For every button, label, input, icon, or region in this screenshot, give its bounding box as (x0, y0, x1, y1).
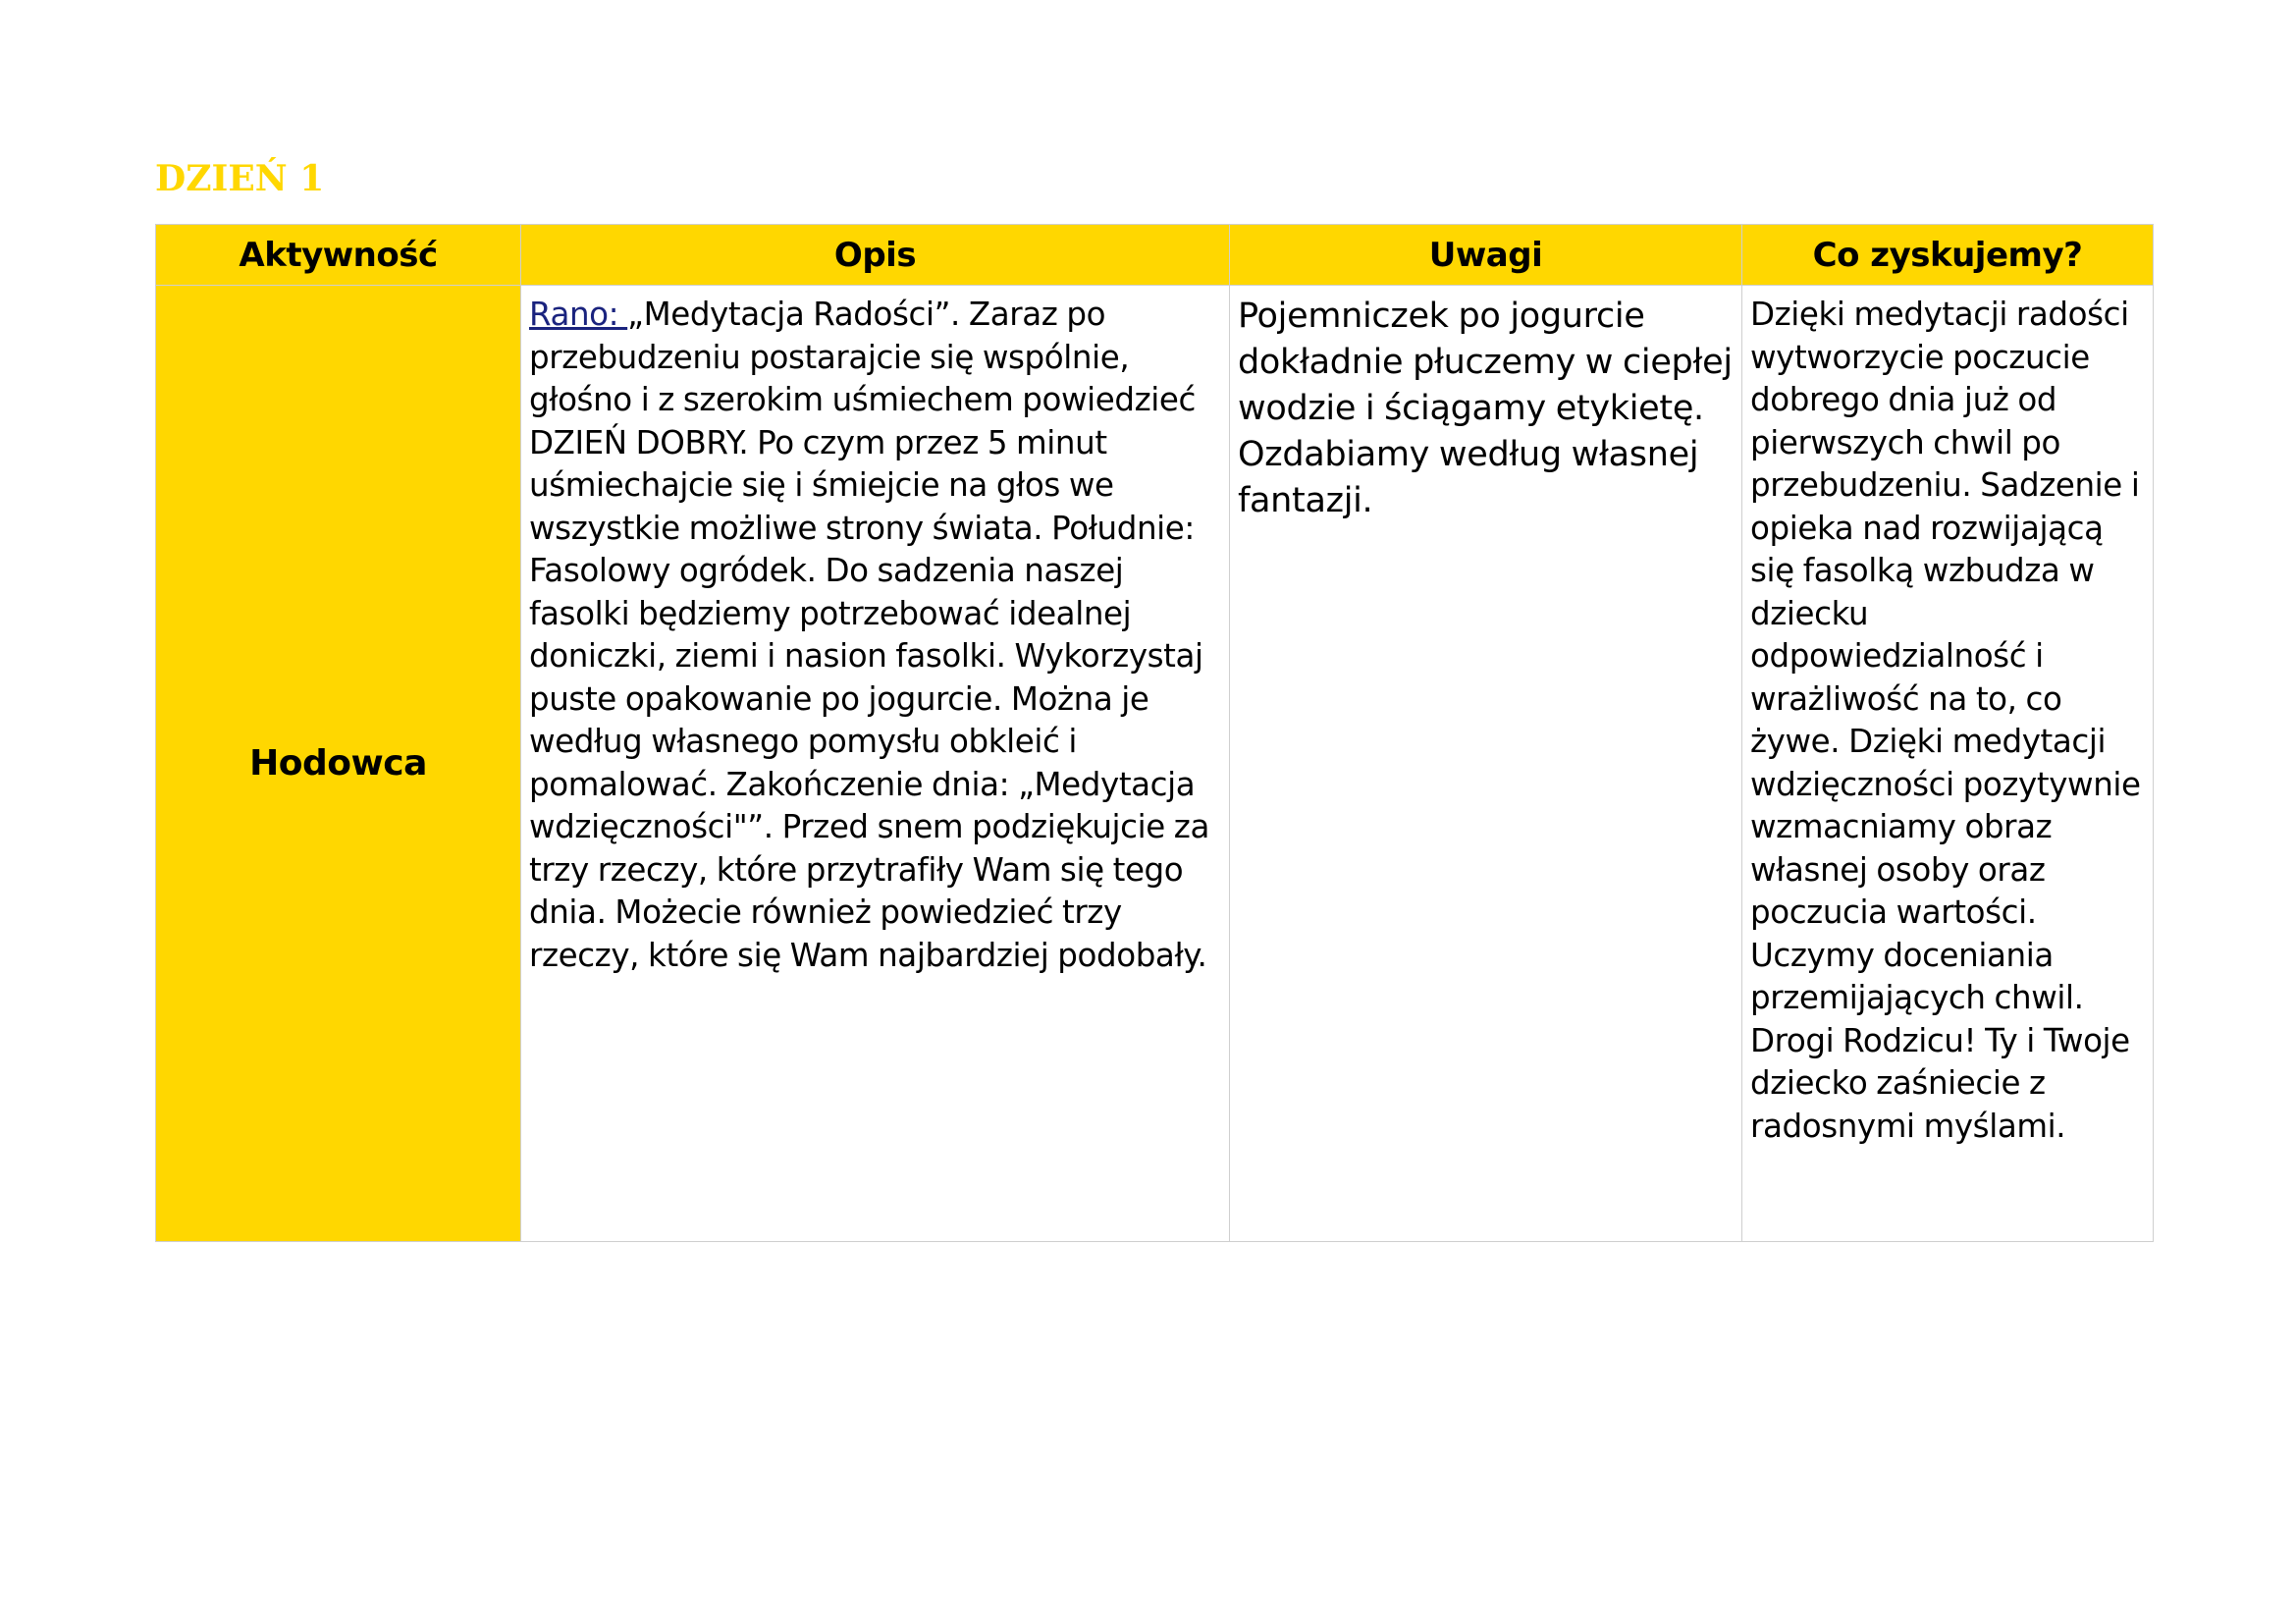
opis-cell (521, 286, 1230, 1242)
rano-link[interactable]: Rano: (529, 296, 628, 333)
activity-table (155, 224, 2154, 1242)
opis-text: „Medytacja Radości”. Zaraz po przebudzeniu postarajcie się wspólnie, głośno i z szerokim uśmiechem powiedzieć DZIEŃ DOBRY. Po czym przez 5 minut uśmiechajcie się i śmiejcie na głos we wszystkie możliwe strony świata. Południe: Fasolowy ogródek. Do sadzenia naszej fasolki będziemy potrzebować idealnej doniczki, ziemi i nasion fasolki. Wykorzystaj puste opakowanie po jogurcie. Można je według własnego pomysłu obkleić i pomalować. Zakończenie dnia: „Medytacja wdzięczności"”. Przed snem podziękujcie za trzy rzeczy, które przytrafiły Wam się tego dnia. Możecie również powiedzieć trzy rzeczy, które się Wam najbardziej podobały. (529, 296, 1209, 974)
header-opis: Opis (521, 225, 1230, 286)
table-header-row (156, 225, 2154, 286)
activity-cell: Hodowca (156, 286, 521, 1242)
zysk-cell (1742, 286, 2154, 1242)
opis-text-block (521, 286, 1229, 977)
zysk-text: Dzięki medytacji radości wytworzycie poczucie dobrego dnia już od pierwszych chwil po przebudzeniu. Sadzenie i opieka nad rozwijającą się fasolką wzbudza w dziecku odpowiedzialność i wrażliwość na to, co żywe. Dzięki medytacji wdzięczności pozytywnie wzmacniamy obraz własnej osoby oraz poczucia wartości. Uczymy doceniania przemijających chwil. Drogi Rodzicu! Ty i Twoje dziecko zaśniecie z radosnymi myślami. (1750, 296, 2141, 1145)
day-title: DZIEŃ 1 (155, 158, 325, 199)
uwagi-cell (1230, 286, 1742, 1242)
header-aktywnosc: Aktywność (156, 225, 521, 286)
uwagi-text: Pojemniczek po jogurcie dokładnie płuczemy w ciepłej wodzie i ściągamy etykietę. Ozdabiamy według własnej fantazji. (1238, 297, 1733, 520)
table-row (156, 286, 2154, 1242)
header-co-zyskujemy: Co zyskujemy? (1742, 225, 2154, 286)
header-uwagi: Uwagi (1230, 225, 1742, 286)
